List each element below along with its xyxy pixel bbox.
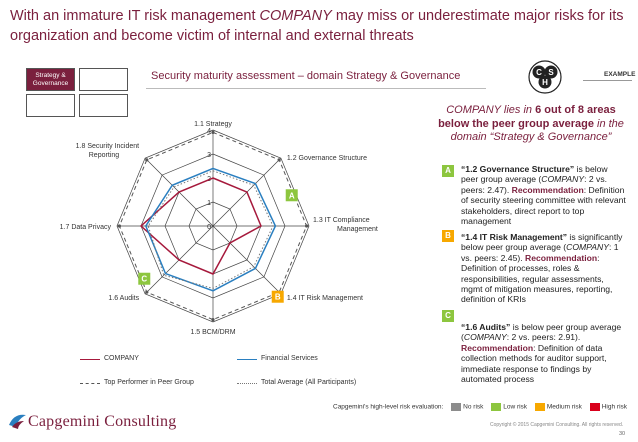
legend-swatch-top-performer <box>80 383 100 384</box>
finding-b: “1.4 IT Risk Management” is significantly below peer group average (COMPANY: 1 vs. peers: 2.45). Recommendation: Definition of processes, roles & responsibilities, regular assessments, mgmt of mitigation measures, reporting, definition of KRIs <box>461 232 623 305</box>
radar-marker-label: B <box>274 292 281 302</box>
legend-label-financial-services: Financial Services <box>261 355 318 362</box>
radar-point <box>278 158 281 161</box>
legend-swatch-total-average <box>237 383 257 384</box>
capgemini-spade-icon <box>6 411 30 431</box>
radar-category-label: 1.4 IT Risk Management <box>286 294 364 302</box>
radar-marker-label: A <box>288 191 295 201</box>
logo-letter-c: C <box>536 68 542 77</box>
radar-category-label: 1.2 Governance Structure <box>286 155 368 163</box>
radar-category-label: 1.5 BCM/DRM <box>190 329 236 336</box>
legend-label-top-performer: Top Performer in Peer Group <box>104 379 194 386</box>
nav-cell-strategy-governance[interactable]: Strategy & Governance <box>26 68 75 91</box>
radar-point <box>145 291 148 294</box>
chart-subtitle: Security maturity assessment – domain Strategy & Governance <box>151 70 461 82</box>
radar-marker-label: C <box>141 274 148 284</box>
risk-swatch-low-risk <box>491 403 501 411</box>
capgemini-consulting-logo: Capgemini Consulting <box>28 413 177 430</box>
radar-point <box>211 318 214 321</box>
radar-tick-label: 1 <box>207 200 211 207</box>
summary-text: COMPANY lies in 6 out of 8 areas below the peer group average in the domain “Strategy & Governance” <box>438 104 624 143</box>
risk-swatch-no-risk <box>451 403 461 411</box>
legend-swatch-financial-services <box>237 359 257 360</box>
risk-label-no-risk: No risk <box>463 403 484 411</box>
example-tag: EXAMPLE <box>604 71 636 78</box>
legend-label-company: COMPANY <box>104 355 139 362</box>
radar-tick-label: 3 <box>207 152 211 159</box>
radar-chart-svg <box>60 100 400 350</box>
chs-logo-icon <box>528 60 562 94</box>
risk-legend <box>333 403 627 411</box>
radar-chart <box>60 100 400 350</box>
risk-label-medium-risk: Medium risk <box>546 403 582 411</box>
radar-tick-label: 0 <box>207 224 211 231</box>
radar-point <box>305 224 308 227</box>
radar-category-label: 1.8 Security Incident Reporting <box>75 143 140 160</box>
nav-cell[interactable] <box>79 68 128 91</box>
radar-tick-label: 2 <box>207 176 211 183</box>
radar-category-label: 1.1 Strategy <box>194 121 232 128</box>
radar-category-label: 1.3 IT Compliance Management <box>313 217 378 233</box>
radar-point <box>211 131 214 134</box>
finding-marker-a: A <box>442 165 454 177</box>
slide-title: With an immature IT risk management COMPANY may miss or underestimate major risks for its organization and become victim of internal and external threats <box>10 8 624 44</box>
radar-category-label: 1.7 Data Privacy <box>60 224 111 231</box>
copyright-text: Copyright © 2015 Capgemini Consulting. All rights reserved. <box>490 422 624 428</box>
logo-letter-s: S <box>548 68 554 77</box>
risk-swatch-medium-risk <box>535 403 545 411</box>
logo-letter-h: H <box>542 78 548 87</box>
radar-category-label: 1.6 Audits <box>108 294 140 302</box>
finding-marker-b: B <box>442 230 454 242</box>
page-number: 30 <box>619 431 626 437</box>
finding-marker-c: C <box>442 310 454 322</box>
radar-point <box>145 158 148 161</box>
risk-swatch-high-risk <box>590 403 600 411</box>
divider <box>146 88 486 89</box>
risk-label-high-risk: High risk <box>601 403 628 411</box>
radar-point <box>118 224 121 227</box>
finding-c: “1.6 Audits” is below peer group average (COMPANY: 2 vs. peers: 2.91). Recommendation: Definition of data collection methods for auditor support, immediate response to findings by automated process <box>461 322 622 385</box>
radar-tick-label: 4 <box>207 128 211 135</box>
finding-a: “1.2 Governance Structure” is below peer group average (COMPANY: 2 vs. peers: 2.47). Recommendation: Definition of security steering committee with relevant stakeholders, direct report to top management <box>461 164 626 227</box>
risk-legend-label: Capgemini's high-level risk evaluation: <box>333 403 444 411</box>
risk-label-low-risk: Low risk <box>503 403 528 411</box>
legend-label-total-average: Total Average (All Participants) <box>261 379 357 386</box>
example-underline <box>583 80 632 81</box>
legend-swatch-company <box>80 359 100 360</box>
